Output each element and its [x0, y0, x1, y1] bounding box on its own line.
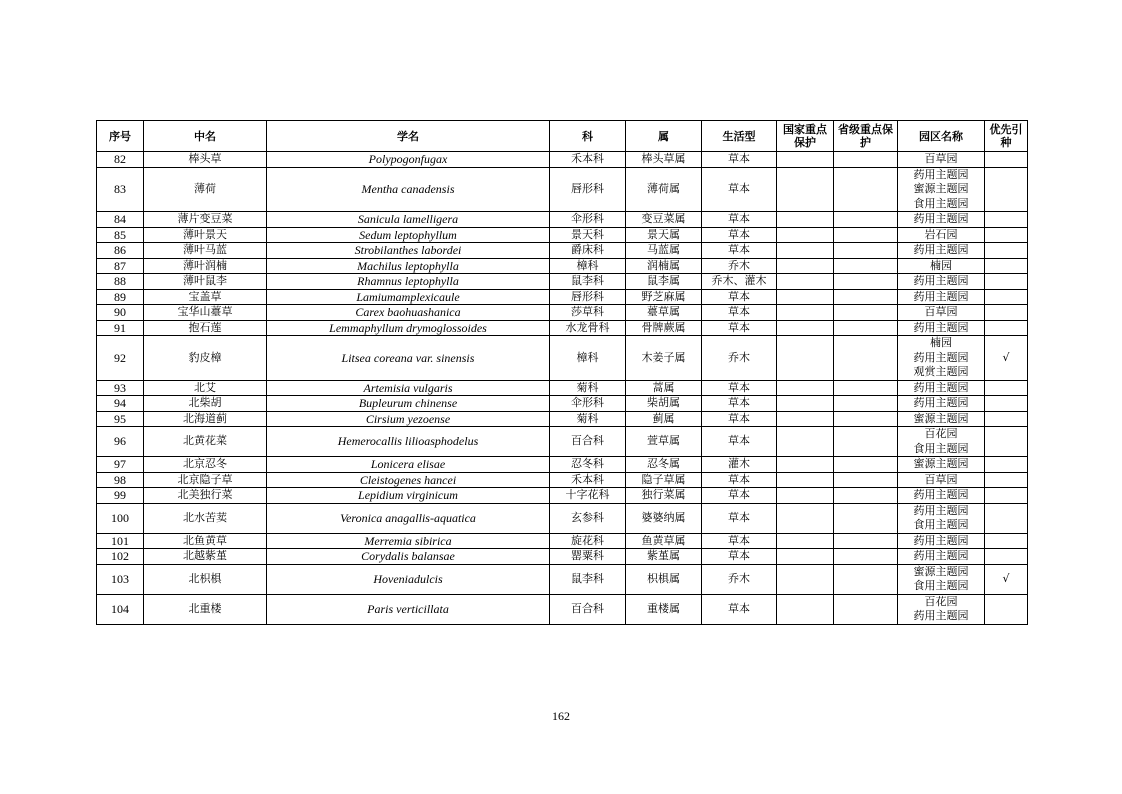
header-seq: 序号: [97, 121, 144, 152]
cell-priority-introduction: [985, 305, 1028, 321]
cell-scientific-name: Lamiumamplexicaule: [267, 289, 550, 305]
cell-provincial-protection: [834, 533, 898, 549]
cell-provincial-protection: [834, 289, 898, 305]
cell-garden-area: [898, 457, 985, 473]
garden-name: 蜜源主题园: [913, 182, 969, 195]
cell-garden-area: [898, 289, 985, 305]
table-row: [97, 396, 1028, 412]
cell-national-protection: [777, 549, 834, 565]
cell-chinese-name: 北越紫堇: [144, 549, 267, 565]
cell-seq: 88: [97, 274, 144, 290]
table-row: [97, 427, 1028, 457]
cell-family: 玄参科: [550, 503, 626, 533]
cell-genus: 蓟属: [626, 411, 702, 427]
cell-provincial-protection: [834, 427, 898, 457]
cell-garden-area: [898, 212, 985, 228]
cell-chinese-name: 薄叶鼠李: [144, 274, 267, 290]
cell-provincial-protection: [834, 258, 898, 274]
cell-scientific-name: Corydalis balansae: [267, 549, 550, 565]
cell-scientific-name: Hemerocallis lilioasphodelus: [267, 427, 550, 457]
cell-priority-introduction: [985, 258, 1028, 274]
table-row: [97, 274, 1028, 290]
cell-seq: 96: [97, 427, 144, 457]
cell-scientific-name: Paris verticillata: [267, 594, 550, 624]
table-row: [97, 305, 1028, 321]
garden-name: 药用主题园: [913, 274, 969, 287]
cell-national-protection: [777, 472, 834, 488]
cell-chinese-name: 北重楼: [144, 594, 267, 624]
cell-family: 伞形科: [550, 212, 626, 228]
garden-name: 百花园: [924, 427, 958, 440]
cell-genus: 薹草属: [626, 305, 702, 321]
cell-genus: 马蓝属: [626, 243, 702, 259]
cell-life-form: 草本: [702, 396, 777, 412]
cell-family: 罂粟科: [550, 549, 626, 565]
cell-seq: 85: [97, 227, 144, 243]
table-row: [97, 320, 1028, 336]
cell-life-form: 草本: [702, 167, 777, 212]
cell-national-protection: [777, 152, 834, 168]
table-row: [97, 533, 1028, 549]
cell-chinese-name: 北鱼黄草: [144, 533, 267, 549]
cell-life-form: 草本: [702, 549, 777, 565]
cell-seq: 97: [97, 457, 144, 473]
garden-name: 百花园: [924, 594, 958, 608]
garden-name: 药用主题园: [913, 243, 969, 256]
cell-provincial-protection: [834, 320, 898, 336]
cell-national-protection: [777, 227, 834, 243]
cell-garden-area: [898, 533, 985, 549]
cell-priority-introduction: [985, 503, 1028, 533]
cell-chinese-name: 抱石莲: [144, 320, 267, 336]
cell-chinese-name: 宝华山薹草: [144, 305, 267, 321]
cell-family: 景天科: [550, 227, 626, 243]
cell-national-protection: [777, 427, 834, 457]
cell-genus: 忍冬属: [626, 457, 702, 473]
cell-scientific-name: Merremia sibirica: [267, 533, 550, 549]
cell-priority-introduction: [985, 411, 1028, 427]
cell-family: 菊科: [550, 411, 626, 427]
table-row: [97, 549, 1028, 565]
cell-family: 樟科: [550, 336, 626, 381]
table-header-row: [97, 121, 1028, 152]
header-life-form: 生活型: [702, 121, 777, 152]
cell-genus: 萱草属: [626, 427, 702, 457]
garden-name: 药用主题园: [913, 212, 969, 225]
cell-scientific-name: Rhamnus leptophylla: [267, 274, 550, 290]
cell-garden-area: [898, 258, 985, 274]
cell-seq: 84: [97, 212, 144, 228]
table-row: [97, 594, 1028, 624]
cell-genus: 枳椇属: [626, 564, 702, 594]
cell-family: 旋花科: [550, 533, 626, 549]
cell-life-form: 草本: [702, 305, 777, 321]
cell-life-form: 草本: [702, 533, 777, 549]
garden-name: 药用主题园: [913, 533, 969, 547]
garden-name: 药用主题园: [913, 488, 969, 501]
cell-life-form: 草本: [702, 212, 777, 228]
cell-priority-introduction: [985, 594, 1028, 624]
garden-name: 楠园: [930, 336, 952, 349]
cell-provincial-protection: [834, 380, 898, 396]
cell-national-protection: [777, 289, 834, 305]
table-row: [97, 380, 1028, 396]
cell-national-protection: [777, 594, 834, 624]
cell-national-protection: [777, 274, 834, 290]
cell-life-form: 草本: [702, 243, 777, 259]
garden-name: 蜜源主题园: [913, 457, 969, 470]
garden-name: 药用主题园: [913, 549, 969, 562]
header-chinese-name: 中名: [144, 121, 267, 152]
cell-chinese-name: 薄叶润楠: [144, 258, 267, 274]
cell-chinese-name: 北黄花菜: [144, 427, 267, 457]
garden-name: 楠园: [930, 258, 952, 272]
cell-chinese-name: 北艾: [144, 380, 267, 396]
cell-scientific-name: Litsea coreana var. sinensis: [267, 336, 550, 381]
cell-scientific-name: Strobilanthes labordei: [267, 243, 550, 259]
cell-family: 禾本科: [550, 152, 626, 168]
cell-genus: 重楼属: [626, 594, 702, 624]
garden-name: 观赏主题园: [913, 365, 969, 378]
cell-chinese-name: 北京忍冬: [144, 457, 267, 473]
header-national-protection: 国家重点保护: [777, 121, 834, 152]
cell-life-form: 草本: [702, 411, 777, 427]
cell-genus: 紫堇属: [626, 549, 702, 565]
cell-family: 百合科: [550, 427, 626, 457]
table-body: [97, 152, 1028, 625]
cell-family: 忍冬科: [550, 457, 626, 473]
cell-provincial-protection: [834, 243, 898, 259]
cell-life-form: 乔木、灌木: [702, 274, 777, 290]
cell-genus: 景天属: [626, 227, 702, 243]
cell-garden-area: [898, 503, 985, 533]
table-row: [97, 411, 1028, 427]
header-family: 科: [550, 121, 626, 152]
cell-garden-area: [898, 396, 985, 412]
header-provincial-protection: 省级重点保护: [834, 121, 898, 152]
cell-chinese-name: 北京隐子草: [144, 472, 267, 488]
cell-genus: 薄荷属: [626, 167, 702, 212]
cell-garden-area: [898, 564, 985, 594]
cell-life-form: 草本: [702, 152, 777, 168]
cell-priority-introduction: [985, 457, 1028, 473]
cell-scientific-name: Lemmaphyllum drymoglossoides: [267, 320, 550, 336]
cell-family: 鼠李科: [550, 274, 626, 290]
garden-name: 药用主题园: [913, 503, 969, 517]
cell-provincial-protection: [834, 594, 898, 624]
garden-name: 百草园: [924, 305, 958, 318]
cell-scientific-name: Lonicera elisae: [267, 457, 550, 473]
cell-seq: 100: [97, 503, 144, 533]
cell-provincial-protection: [834, 564, 898, 594]
cell-chinese-name: 北海道蓟: [144, 411, 267, 427]
header-genus: 属: [626, 121, 702, 152]
cell-seq: 104: [97, 594, 144, 624]
garden-name: 药用主题园: [913, 167, 969, 181]
garden-name: 药用主题园: [913, 320, 969, 334]
cell-provincial-protection: [834, 503, 898, 533]
header-scientific-name: 学名: [267, 121, 550, 152]
cell-priority-introduction: [985, 243, 1028, 259]
cell-life-form: 乔木: [702, 564, 777, 594]
cell-national-protection: [777, 380, 834, 396]
cell-family: 百合科: [550, 594, 626, 624]
cell-priority-introduction: [985, 396, 1028, 412]
cell-garden-area: [898, 594, 985, 624]
cell-family: 水龙骨科: [550, 320, 626, 336]
cell-provincial-protection: [834, 457, 898, 473]
cell-genus: 骨牌蕨属: [626, 320, 702, 336]
cell-scientific-name: Sanicula lamelligera: [267, 212, 550, 228]
table-row: [97, 227, 1028, 243]
cell-provincial-protection: [834, 167, 898, 212]
cell-provincial-protection: [834, 274, 898, 290]
cell-priority-introduction: [985, 167, 1028, 212]
cell-priority-introduction: [985, 212, 1028, 228]
header-priority-introduction: 优先引种: [985, 121, 1028, 152]
cell-seq: 102: [97, 549, 144, 565]
cell-garden-area: [898, 336, 985, 381]
cell-garden-area: [898, 227, 985, 243]
cell-garden-area: [898, 472, 985, 488]
garden-name: 百草园: [924, 152, 958, 165]
cell-priority-introduction: [985, 227, 1028, 243]
cell-family: 唇形科: [550, 289, 626, 305]
cell-garden-area: [898, 549, 985, 565]
cell-family: 鼠李科: [550, 564, 626, 594]
cell-genus: 蒿属: [626, 380, 702, 396]
table-row: [97, 289, 1028, 305]
cell-chinese-name: 棒头草: [144, 152, 267, 168]
cell-national-protection: [777, 457, 834, 473]
cell-genus: 野芝麻属: [626, 289, 702, 305]
cell-family: 菊科: [550, 380, 626, 396]
cell-provincial-protection: [834, 336, 898, 381]
cell-genus: 柴胡属: [626, 396, 702, 412]
cell-life-form: 草本: [702, 472, 777, 488]
cell-chinese-name: 薄荷: [144, 167, 267, 212]
cell-life-form: 草本: [702, 289, 777, 305]
cell-provincial-protection: [834, 549, 898, 565]
table-row: [97, 258, 1028, 274]
table-row: [97, 152, 1028, 168]
cell-family: 伞形科: [550, 396, 626, 412]
cell-family: 樟科: [550, 258, 626, 274]
cell-scientific-name: Veronica anagallis-aquatica: [267, 503, 550, 533]
cell-national-protection: [777, 396, 834, 412]
cell-seq: 83: [97, 167, 144, 212]
cell-seq: 82: [97, 152, 144, 168]
cell-national-protection: [777, 167, 834, 212]
cell-life-form: 草本: [702, 227, 777, 243]
cell-family: 爵床科: [550, 243, 626, 259]
table-row: [97, 564, 1028, 594]
cell-priority-introduction: [985, 472, 1028, 488]
cell-life-form: 草本: [702, 488, 777, 504]
garden-name: 蜜源主题园: [913, 411, 969, 425]
cell-priority-introduction: [985, 289, 1028, 305]
cell-garden-area: [898, 380, 985, 396]
cell-priority-introduction: [985, 427, 1028, 457]
cell-priority-introduction: √: [985, 336, 1028, 381]
cell-provincial-protection: [834, 488, 898, 504]
cell-priority-introduction: [985, 380, 1028, 396]
cell-seq: 93: [97, 380, 144, 396]
cell-garden-area: [898, 488, 985, 504]
table-row: [97, 212, 1028, 228]
cell-life-form: 草本: [702, 503, 777, 533]
cell-seq: 91: [97, 320, 144, 336]
cell-chinese-name: 薄叶景天: [144, 227, 267, 243]
page-number: 162: [552, 709, 570, 723]
garden-name: 药用主题园: [913, 350, 969, 364]
cell-genus: 木姜子属: [626, 336, 702, 381]
cell-national-protection: [777, 564, 834, 594]
cell-family: 唇形科: [550, 167, 626, 212]
cell-provincial-protection: [834, 212, 898, 228]
cell-scientific-name: Lepidium virginicum: [267, 488, 550, 504]
cell-provincial-protection: [834, 411, 898, 427]
cell-national-protection: [777, 336, 834, 381]
garden-name: 药用主题园: [913, 289, 969, 303]
cell-scientific-name: Mentha canadensis: [267, 167, 550, 212]
garden-name: 食用主题园: [913, 579, 969, 592]
cell-garden-area: [898, 305, 985, 321]
cell-national-protection: [777, 503, 834, 533]
cell-genus: 变豆菜属: [626, 212, 702, 228]
cell-garden-area: [898, 167, 985, 212]
cell-seq: 99: [97, 488, 144, 504]
cell-chinese-name: 北枳椇: [144, 564, 267, 594]
cell-chinese-name: 豹皮樟: [144, 336, 267, 381]
header-garden-area: 园区名称: [898, 121, 985, 152]
cell-provincial-protection: [834, 227, 898, 243]
table-row: [97, 488, 1028, 504]
cell-national-protection: [777, 305, 834, 321]
cell-family: 莎草科: [550, 305, 626, 321]
cell-chinese-name: 北水苦荬: [144, 503, 267, 533]
cell-family: 禾本科: [550, 472, 626, 488]
cell-priority-introduction: [985, 274, 1028, 290]
cell-life-form: 草本: [702, 427, 777, 457]
table-row: [97, 167, 1028, 212]
garden-name: 药用主题园: [913, 396, 969, 409]
garden-name: 药用主题园: [913, 609, 969, 622]
cell-genus: 独行菜属: [626, 488, 702, 504]
cell-seq: 92: [97, 336, 144, 381]
cell-seq: 89: [97, 289, 144, 305]
cell-national-protection: [777, 411, 834, 427]
garden-name: 百草园: [924, 472, 958, 486]
cell-seq: 95: [97, 411, 144, 427]
cell-scientific-name: Hoveniadulcis: [267, 564, 550, 594]
cell-scientific-name: Machilus leptophylla: [267, 258, 550, 274]
cell-chinese-name: 薄片变豆菜: [144, 212, 267, 228]
cell-provincial-protection: [834, 472, 898, 488]
cell-national-protection: [777, 533, 834, 549]
cell-national-protection: [777, 488, 834, 504]
cell-genus: 棒头草属: [626, 152, 702, 168]
cell-national-protection: [777, 243, 834, 259]
cell-genus: 鱼黄草属: [626, 533, 702, 549]
garden-name: 食用主题园: [913, 196, 969, 210]
cell-national-protection: [777, 212, 834, 228]
cell-seq: 86: [97, 243, 144, 259]
cell-life-form: 乔木: [702, 336, 777, 381]
cell-garden-area: [898, 411, 985, 427]
cell-chinese-name: 北柴胡: [144, 396, 267, 412]
cell-scientific-name: Bupleurum chinense: [267, 396, 550, 412]
table-row: [97, 243, 1028, 259]
cell-priority-introduction: [985, 488, 1028, 504]
cell-seq: 94: [97, 396, 144, 412]
cell-priority-introduction: [985, 533, 1028, 549]
garden-name: 蜜源主题园: [913, 564, 969, 578]
cell-chinese-name: 北美独行菜: [144, 488, 267, 504]
cell-genus: 润楠属: [626, 258, 702, 274]
cell-seq: 90: [97, 305, 144, 321]
cell-genus: 婆婆纳属: [626, 503, 702, 533]
cell-national-protection: [777, 320, 834, 336]
table-row: [97, 336, 1028, 381]
cell-seq: 101: [97, 533, 144, 549]
garden-name: 食用主题园: [913, 441, 969, 455]
cell-seq: 103: [97, 564, 144, 594]
cell-provincial-protection: [834, 305, 898, 321]
cell-provincial-protection: [834, 396, 898, 412]
cell-scientific-name: Cirsium yezoense: [267, 411, 550, 427]
garden-name: 岩石园: [924, 227, 958, 241]
cell-chinese-name: 薄叶马蓝: [144, 243, 267, 259]
table-row: [97, 457, 1028, 473]
cell-garden-area: [898, 427, 985, 457]
cell-seq: 87: [97, 258, 144, 274]
cell-garden-area: [898, 274, 985, 290]
cell-life-form: 灌木: [702, 457, 777, 473]
cell-provincial-protection: [834, 152, 898, 168]
cell-genus: 鼠李属: [626, 274, 702, 290]
cell-life-form: 乔木: [702, 258, 777, 274]
cell-priority-introduction: [985, 320, 1028, 336]
garden-name: 食用主题园: [913, 518, 969, 531]
cell-scientific-name: Cleistogenes hancei: [267, 472, 550, 488]
table-row: [97, 503, 1028, 533]
cell-family: 十字花科: [550, 488, 626, 504]
cell-priority-introduction: [985, 152, 1028, 168]
cell-garden-area: [898, 320, 985, 336]
cell-seq: 98: [97, 472, 144, 488]
plant-species-table: [96, 120, 1028, 625]
cell-scientific-name: Carex baohuashanica: [267, 305, 550, 321]
cell-priority-introduction: [985, 549, 1028, 565]
cell-garden-area: [898, 243, 985, 259]
cell-garden-area: [898, 152, 985, 168]
cell-scientific-name: Artemisia vulgaris: [267, 380, 550, 396]
cell-life-form: 草本: [702, 594, 777, 624]
table-row: [97, 472, 1028, 488]
cell-life-form: 草本: [702, 380, 777, 396]
garden-name: 药用主题园: [913, 380, 969, 394]
cell-priority-introduction: √: [985, 564, 1028, 594]
cell-national-protection: [777, 258, 834, 274]
cell-life-form: 草本: [702, 320, 777, 336]
cell-genus: 隐子草属: [626, 472, 702, 488]
cell-scientific-name: Polypogonfugax: [267, 152, 550, 168]
cell-chinese-name: 宝盖草: [144, 289, 267, 305]
cell-scientific-name: Sedum leptophyllum: [267, 227, 550, 243]
